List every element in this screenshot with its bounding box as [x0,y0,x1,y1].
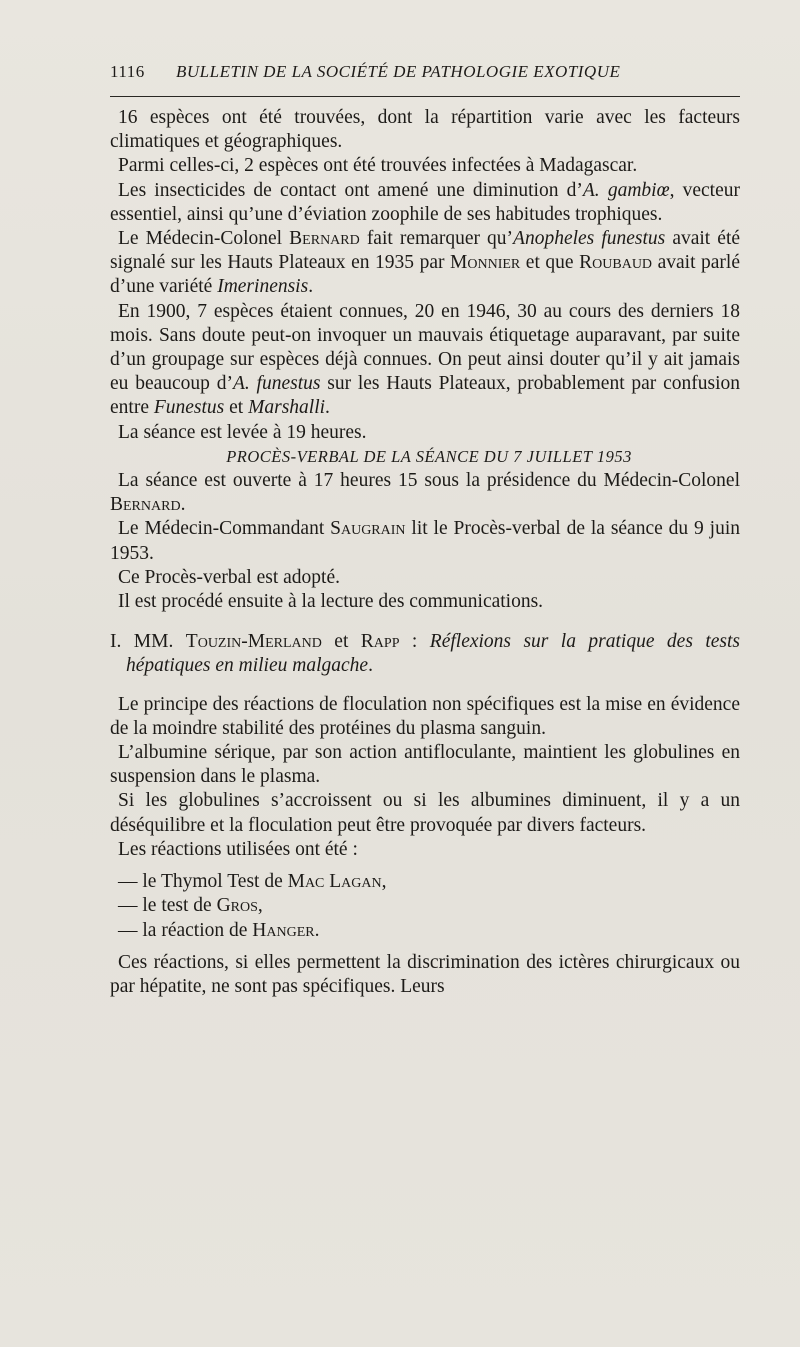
author-name: Touzin-Merland [185,631,322,653]
section-heading: PROCÈS-VERBAL DE LA SÉANCE DU 7 JUILLET 1953 [226,446,632,466]
author-name: Roubaud [579,252,653,274]
paragraph-infected: Parmi celles-ci, 2 espèces ont été trouvées infectées à Madagascar. [118,155,638,177]
paragraph-insecticides: Les insecticides de contact ont amené une diminution d’A. gambiœ, vecteur essentiel, ainsi qu’une d’éviation zoophile de ses habitudes trophiques. [110,179,740,225]
list-item: — le Thymol Test de Mac Lagan, [118,871,387,893]
running-title: BULLETIN DE LA SOCIÉTÉ DE PATHOLOGIE EXOTIQUE [176,62,621,81]
communication-title: I. MM. Touzin-Merland et Rapp : Réflexions sur la pratique des tests hépatiques en milieu malgache. [110,631,741,677]
paragraph-bernard-remark: Le Médecin-Colonel Bernard fait remarquer qu’Anopheles funestus avait été signalé sur les Hauts Plateaux en 1935 par Monnier et que Roubaud avait parlé d’une variété Imerinensis. [110,228,741,298]
paragraph-history: En 1900, 7 espèces étaient connues, 20 en 1946, 30 au cours des derniers 18 mois. Sans doute peut-on invoquer un mauvais étiquetage auparavant, par suite d’un groupage sur espèces déjà connues. On peut ainsi douter qu’il y ait jamais eu beaucoup d’A. funestus sur les Hauts Plateaux, probablement par confusion entre Funestus et Marshalli. [110,300,740,419]
page-body [110,106,740,999]
page-number: 1116 [110,62,145,81]
session-opening: La séance est ouverte à 17 heures 15 sous la présidence du Médecin-Colonel Bernard. [110,470,740,516]
author-name: Bernard [110,494,181,516]
spacer [110,862,740,870]
author-name: Bernard [289,228,360,250]
author-name: Monnier [450,252,521,274]
list-item: — la réaction de Hanger. [118,919,320,941]
session-minutes-adopted: Ce Procès-verbal est adopté. [118,566,341,588]
article-paragraph: Ces réactions, si elles permettent la discrimination des ictères chirurgicaux ou par hépatite, ne sont pas spécifiques. Leurs [110,951,740,997]
article-paragraph: L’albumine sérique, par son action antifloculante, maintient les globulines en suspension dans le plasma. [110,742,740,788]
header-rule [110,96,740,97]
author-name: Saugrain [330,518,406,540]
spacer [110,614,740,630]
article-paragraph: Les réactions utilisées ont été : [118,838,358,860]
author-name: Rapp [360,631,400,653]
spacer [110,679,740,693]
paragraph-species: 16 espèces ont été trouvées, dont la répartition varie avec les facteurs climatiques et géographiques. [110,107,740,153]
session-communications: Il est procédé ensuite à la lecture des communications. [118,591,544,613]
spacer [110,943,740,951]
list-item: — le test de Gros, [118,895,263,917]
article-paragraph: Le principe des réactions de floculation non spécifiques est la mise en évidence de la moindre stabilité des protéines du plasma sanguin. [110,693,740,739]
session-minutes-read: Le Médecin-Commandant Saugrain lit le Procès-verbal de la séance du 9 juin 1953. [110,518,740,564]
paragraph-closing: La séance est levée à 19 heures. [118,421,367,443]
article-paragraph: Si les globulines s’accroissent ou si les albumines diminuent, il y a un déséquilibre et la floculation peut être provoquée par divers facteurs. [110,790,740,836]
